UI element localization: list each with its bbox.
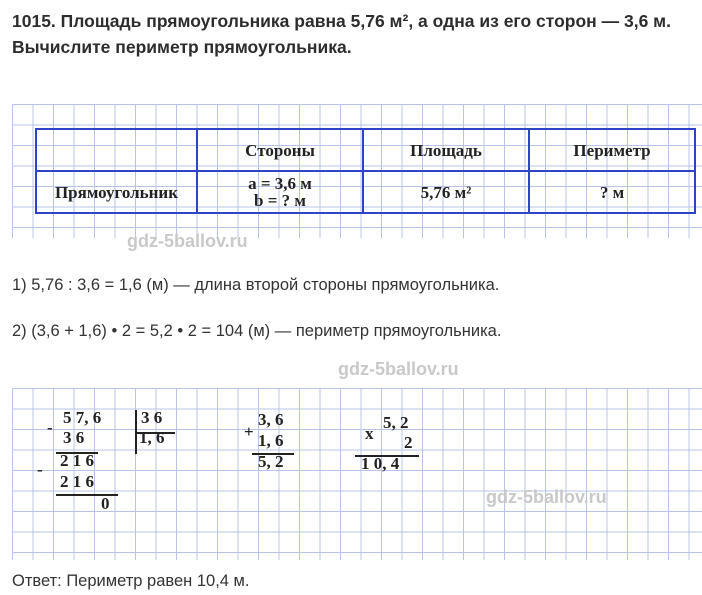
division-quotient-line bbox=[135, 432, 175, 434]
division-result: 0 bbox=[101, 494, 110, 513]
multiplication-times: x bbox=[365, 424, 374, 443]
addition-term-2: 1, 6 bbox=[258, 431, 284, 450]
row-label: Прямоугольник bbox=[36, 171, 197, 213]
division-divisor: 3 6 bbox=[141, 408, 163, 427]
division-remainder: 2 1 6 bbox=[60, 451, 94, 470]
sides-cell bbox=[197, 171, 363, 213]
header-area: Площадь bbox=[363, 129, 529, 171]
division-subtrahend-2: 2 1 6 bbox=[60, 472, 94, 491]
watermark: gdz-5ballov.ru bbox=[338, 359, 459, 379]
division-minus-2: - bbox=[37, 460, 43, 479]
side-a: a = 3,6 м bbox=[248, 174, 312, 193]
perimeter-cell: ? м bbox=[529, 171, 695, 213]
addition-sum: 5, 2 bbox=[258, 452, 284, 471]
table-header-row bbox=[36, 129, 695, 171]
division-quotient: 1, 6 bbox=[139, 428, 165, 447]
watermark: gdz-5ballov.ru bbox=[127, 231, 248, 251]
addition-plus: + bbox=[244, 422, 254, 441]
multiplication-factor-1: 5, 2 bbox=[383, 413, 409, 432]
division-subtrahend-1: 3 6 bbox=[63, 428, 85, 447]
division-line-2 bbox=[56, 494, 118, 496]
division-minus-1: - bbox=[47, 418, 53, 437]
division-line-1 bbox=[56, 452, 98, 454]
addition-line bbox=[252, 453, 294, 455]
multiplication-line bbox=[355, 455, 419, 457]
header-empty-cell bbox=[36, 129, 197, 171]
area-cell: 5,76 м² bbox=[363, 171, 529, 213]
side-b: b = ? м bbox=[254, 191, 306, 210]
task-text: Площадь прямоугольника равна 5,76 м², а одна из его сторон — 3,6 м. Вычислите периметр прямоугольника. bbox=[12, 11, 671, 57]
multiplication-factor-2: 2 bbox=[404, 433, 413, 452]
data-table bbox=[35, 128, 696, 214]
header-sides: Стороны bbox=[197, 129, 363, 171]
answer: Ответ: Периметр равен 10,4 м. bbox=[12, 572, 250, 590]
table-row bbox=[36, 171, 695, 213]
division-dividend: 5 7, 6 bbox=[63, 408, 102, 427]
task-statement bbox=[12, 8, 697, 60]
header-perimeter: Периметр bbox=[529, 129, 695, 171]
grid-paper-calculations bbox=[12, 388, 702, 560]
task-number: 1015. bbox=[12, 11, 56, 31]
multiplication-product: 1 0, 4 bbox=[361, 454, 400, 473]
watermark: gdz-5ballov.ru bbox=[486, 487, 607, 507]
solution-step-2: 2) (3,6 + 1,6) • 2 = 5,2 • 2 = 104 (м) — периметр прямоугольника. bbox=[12, 322, 502, 340]
addition-term-1: 3, 6 bbox=[258, 410, 284, 429]
solution-step-1: 1) 5,76 : 3,6 = 1,6 (м) — длина второй стороны прямоугольника. bbox=[12, 276, 500, 294]
